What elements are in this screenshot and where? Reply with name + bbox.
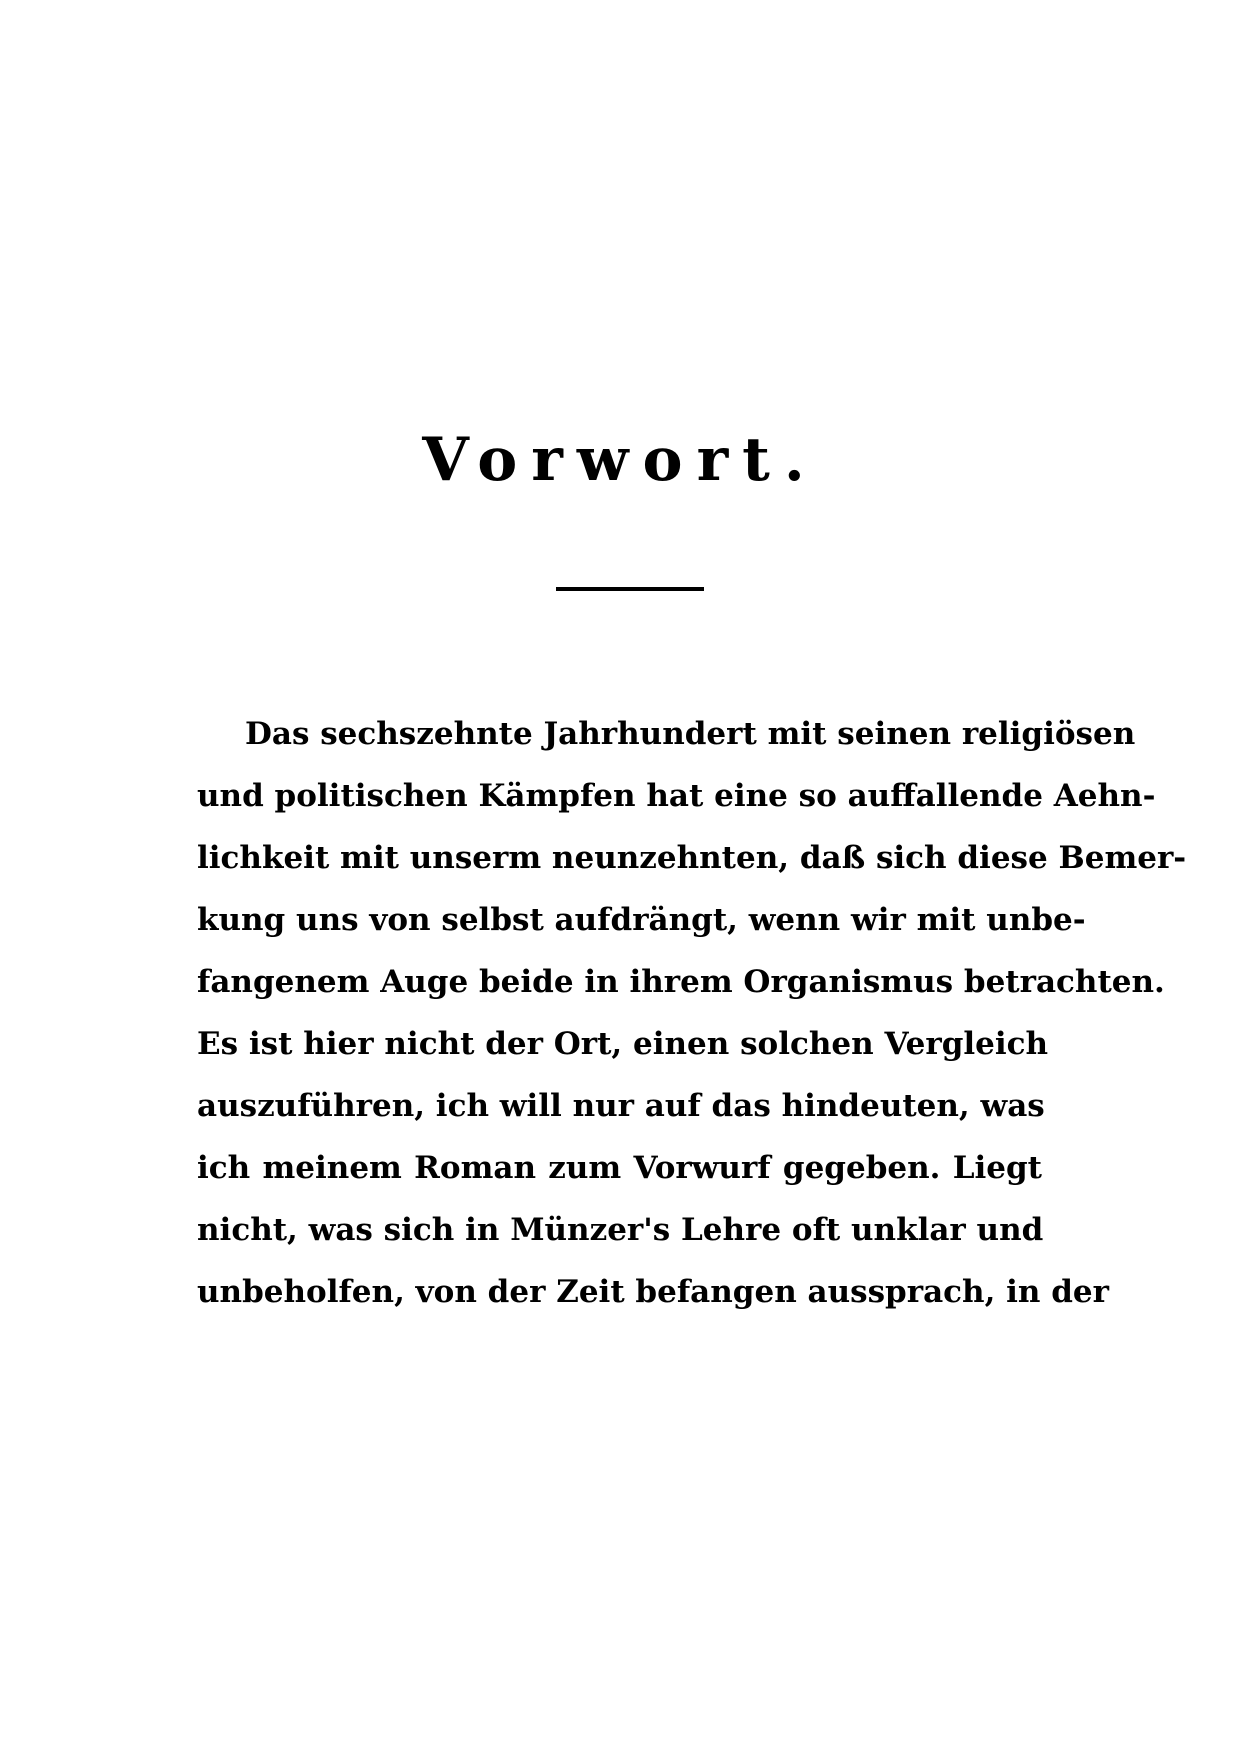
preface-paragraph [197,703,1187,1323]
text-line: fangenem Auge beide in ihrem Organismus betrachten. [197,964,1165,1000]
text-line: auszuführen, ich will nur auf das hindeuten, was [197,1088,1045,1124]
text-line: ich meinem Roman zum Vorwurf gegeben. Liegt [197,1150,1042,1186]
page-title: Vorwort. [422,425,819,495]
text-line: Das sechszehnte Jahrhundert mit seinen religiösen [245,716,1136,752]
text-line: unbeholfen, von der Zeit befangen aussprach, in der [197,1274,1109,1310]
text-line: und politischen Kämpfen hat eine so auffallende Aehn- [197,778,1156,814]
text-line: Es ist hier nicht der Ort, einen solchen Vergleich [197,1026,1049,1062]
text-line: nicht, was sich in Münzer's Lehre oft unklar und [197,1212,1044,1248]
text-line: lichkeit mit unserm neunzehnten, daß sich diese Bemer- [197,840,1187,876]
text-line: kung uns von selbst aufdrängt, wenn wir mit unbe- [197,902,1086,938]
title-divider [556,587,704,591]
